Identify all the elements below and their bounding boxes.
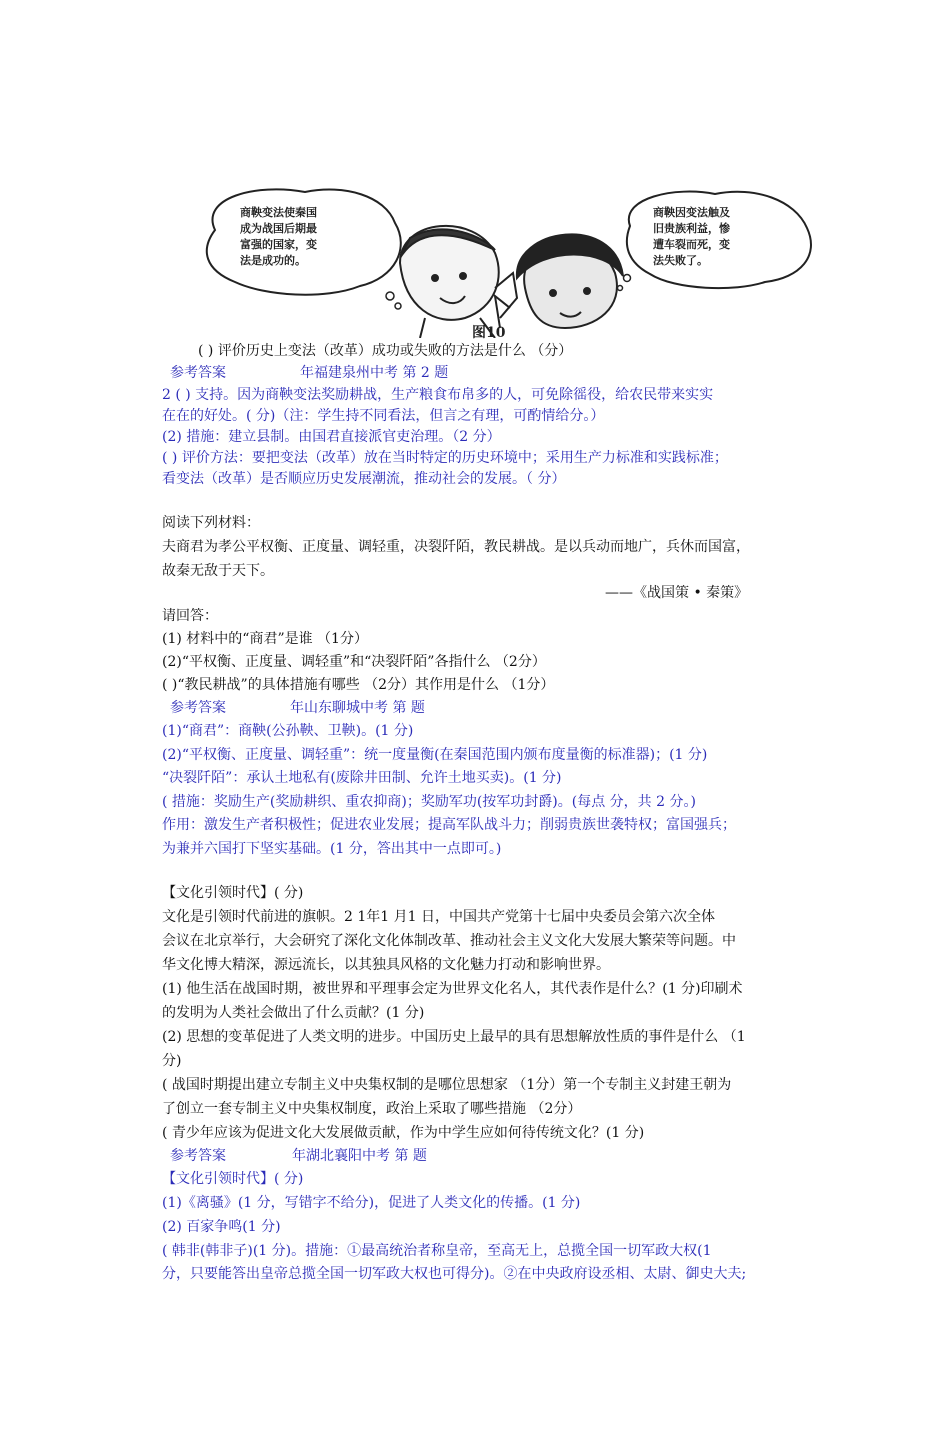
question-text: (2)“平权衡、正度量、调轻重”和“决裂阡陌”各指什么 （2分） <box>162 654 546 670</box>
material-line: 华文化博大精深，源远流长，以其独具风格的文化魅力打动和影响世界。 <box>162 957 610 973</box>
answer-label: 参考答案 <box>170 700 226 716</box>
cartoon-figure <box>195 178 830 338</box>
answer-line: 看变法（改革）是否顺应历史发展潮流，推动社会的发展。（ 分） <box>162 471 566 487</box>
left-bubble-line: 富强的国家，变 <box>240 238 317 251</box>
answer-line: 在在的好处。( 分)（注：学生持不同看法，但言之有理，可酌情给分。） <box>162 408 605 424</box>
figure-caption: 图10 <box>472 325 506 341</box>
answer-line: ( 措施：奖励生产(奖励耕织、重农抑商)；奖励军功(按军功封爵)。(每点 分，共 2 分。) <box>162 794 696 810</box>
right-bubble-line: 法失败了。 <box>653 254 708 267</box>
answer-line: (1)《离骚》(1 分，写错字不给分)，促进了人类文化的传播。(1 分) <box>162 1195 581 1211</box>
answer-line: 作用：激发生产者积极性；促进农业发展；提高军队战斗力；削弱贵族世袭特权；富国强兵； <box>162 817 736 833</box>
answer-line: (2)“平权衡、正度量、调轻重”：统一度量衡(在秦国范围内颁布度量衡的标准器)；(1 分) <box>162 747 708 763</box>
answer-line: ( ) 评价方法：要把变法（改革）放在当时特定的历史环境中；采用生产力标准和实践标准； <box>162 450 728 466</box>
left-bubble-line: 法是成功的。 <box>240 254 306 267</box>
answer-line: 【文化引领时代】( 分) <box>162 1171 304 1187</box>
right-bubble-line: 旧贵族利益，惨 <box>653 222 730 235</box>
answer-line: (2) 百家争鸣(1 分) <box>162 1219 281 1235</box>
material-citation: ——《战国策 • 秦策》 <box>605 585 749 601</box>
answer-line: 为兼并六国打下坚实基础。(1 分，答出其中一点即可。) <box>162 841 502 857</box>
question-text: 的发明为人类社会做出了什么贡献？(1 分) <box>162 1005 425 1021</box>
left-bubble-line: 商鞅变法使秦国 <box>240 206 317 219</box>
answer-line: 分，只要能答出皇帝总揽全国一切军政大权也可得分)。②在中央政府设丞相、太尉、御史大夫; <box>162 1266 747 1282</box>
material-intro: 阅读下列材料： <box>162 515 260 531</box>
question-text: (2) 思想的变革促进了人类文明的进步。中国历史上最早的具有思想解放性质的事件是什么 （1 <box>162 1029 746 1045</box>
answer-line: 2 ( ) 支持。因为商鞅变法奖励耕战，生产粮食布帛多的人，可免除徭役，给农民带来实实 <box>162 387 714 403</box>
question-text: ( )“教民耕战”的具体措施有哪些 （2分）其作用是什么 （1分） <box>162 677 555 693</box>
answer-source: 年山东聊城中考 第 题 <box>290 700 425 716</box>
question-prompt: 请回答： <box>162 608 218 624</box>
answer-line: “决裂阡陌”：承认土地私有(废除井田制、允许土地买卖)。(1 分) <box>162 770 562 786</box>
question-text: 分) <box>162 1053 182 1069</box>
answer-line: (2) 措施：建立县制。由国君直接派官吏治理。（2 分） <box>162 429 501 445</box>
question-text: ( 青少年应该为促进文化大发展做贡献，作为中学生应如何待传统文化？(1 分) <box>162 1125 645 1141</box>
question-text: 了创立一套专制主义中央集权制度，政治上采取了哪些措施 （2分） <box>162 1101 582 1117</box>
material-line: 故秦无敌于天下。 <box>162 563 274 579</box>
question-text: (1) 他生活在战国时期，被世界和平理事会定为世界文化名人，其代表作是什么？(1 分)印刷术 <box>162 981 743 997</box>
material-line: 文化是引领时代前进的旗帜。2 1年1 月1 日，中国共产党第十七届中央委员会第六次全体 <box>162 909 715 925</box>
answer-source: 年福建泉州中考 第 2 题 <box>300 365 449 381</box>
right-bubble-line: 遭车裂而死，变 <box>653 238 730 251</box>
answer-line: (1)“商君”：商鞅(公孙鞅、卫鞅)。(1 分) <box>162 723 414 739</box>
material-line: 会议在北京举行，大会研究了深化文化体制改革、推动社会主义文化大发展大繁荣等问题。中 <box>162 933 736 949</box>
answer-label: 参考答案 <box>170 1148 226 1164</box>
left-bubble-line: 成为战国后期最 <box>240 222 317 235</box>
question-text: ( ) 评价历史上变法（改革）成功或失败的方法是什么 （分） <box>198 343 573 359</box>
question-text: (1) 材料中的“商君”是谁 （1分） <box>162 631 368 647</box>
section-title: 【文化引领时代】( 分) <box>162 885 304 901</box>
answer-source: 年湖北襄阳中考 第 题 <box>292 1148 427 1164</box>
answer-line: ( 韩非(韩非子)(1 分)。措施：①最高统治者称皇帝，至高无上，总揽全国一切军政大权(1 <box>162 1243 712 1259</box>
material-line: 夫商君为孝公平权衡、正度量、调轻重，决裂阡陌，教民耕战。是以兵动而地广，兵休而国富， <box>162 539 750 555</box>
question-text: ( 战国时期提出建立专制主义中央集权制的是哪位思想家 （1分）第一个专制主义封建王朝为 <box>162 1077 732 1093</box>
answer-label: 参考答案 <box>170 365 226 381</box>
right-bubble-line: 商鞅因变法触及 <box>653 206 730 219</box>
